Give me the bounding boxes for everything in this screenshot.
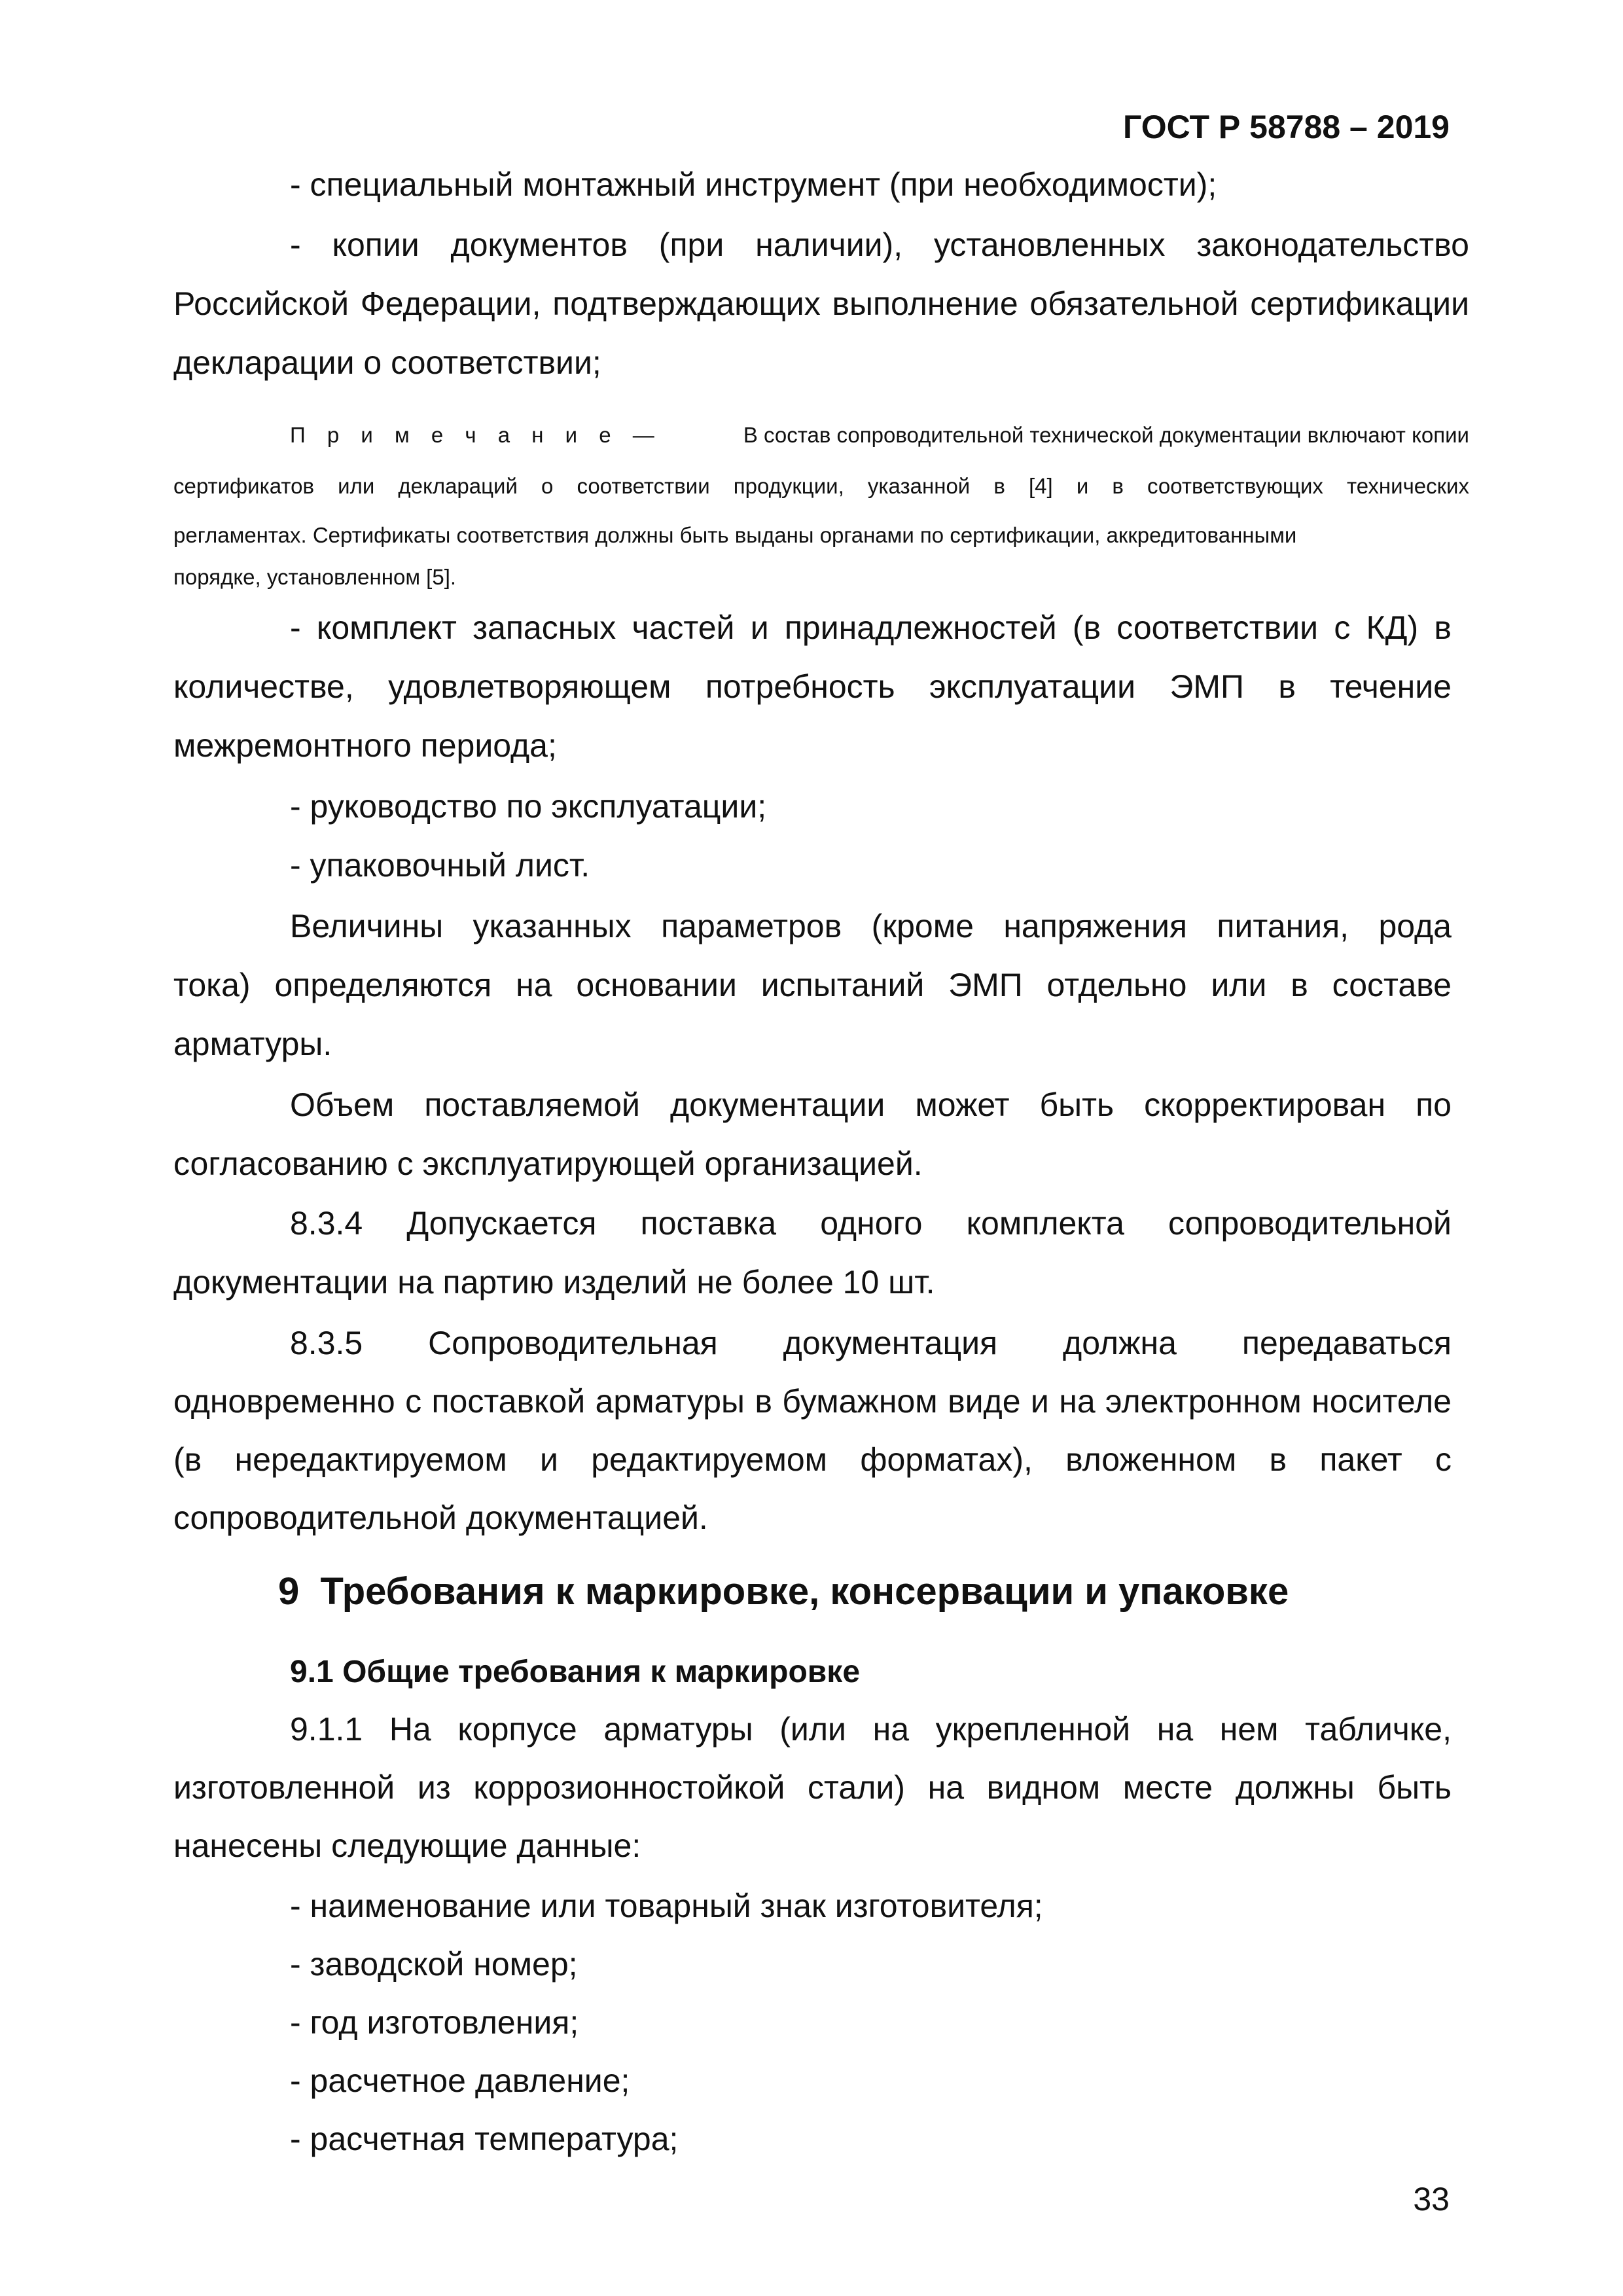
note-text: В состав сопроводительной технической документации включают копии: [743, 423, 1469, 447]
document-code: ГОСТ Р 58788 – 2019: [1123, 109, 1450, 145]
paragraph-line: (в нередактируемом и редактируемом форматах), вложенном в пакет с: [173, 1441, 1452, 1478]
paragraph-line: документации на партию изделий не более 10 шт.: [173, 1264, 935, 1300]
section-heading: [278, 1568, 1289, 1615]
list-item: - руководство по эксплуатации;: [290, 788, 767, 825]
note-first-line: [290, 421, 1469, 450]
list-item: - год изготовления;: [290, 2004, 579, 2041]
list-item: - наименование или товарный знак изготовителя;: [290, 1888, 1043, 1924]
paragraph-line: количестве, удовлетворяющем потребность эксплуатации ЭМП в течение: [173, 668, 1452, 705]
paragraph-line: Величины указанных параметров (кроме напряжения питания, рода: [290, 908, 1452, 944]
clause-8-3-4: 8.3.4 Допускается поставка одного комплекта сопроводительной: [290, 1205, 1452, 1242]
paragraph-line: межремонтного периода;: [173, 727, 557, 764]
list-item: - заводской номер;: [290, 1946, 578, 1982]
paragraph-line: согласованию с эксплуатирующей организацией.: [173, 1145, 923, 1182]
note-line: регламентах. Сертификаты соответствия должны быть выданы органами по сертификации, аккредитованными: [173, 523, 1297, 547]
subsection-title: Общие требования к маркировке: [342, 1655, 861, 1689]
note-label: П р и м е ч а н и е —: [290, 423, 662, 447]
note-line: сертификатов или деклараций о соответствии продукции, указанной в [4] и в соответствующих технических: [173, 474, 1469, 498]
clause-9-1-1: 9.1.1 На корпусе арматуры (или на укрепленной на нем табличке,: [290, 1711, 1452, 1748]
list-item: - расчетная температура;: [290, 2121, 679, 2157]
list-item: - расчетное давление;: [290, 2062, 630, 2099]
paragraph-line: тока) определяются на основании испытаний ЭМП отдельно или в составе: [173, 967, 1452, 1003]
list-item: - комплект запасных частей и принадлежностей (в соответствии с КД) в: [290, 609, 1452, 646]
clause-8-3-5: 8.3.5 Сопроводительная документация должна передаваться: [290, 1325, 1452, 1361]
paragraph-line: изготовленной из коррозионностойкой стали) на видном месте должны быть: [173, 1769, 1452, 1806]
subsection-heading: [290, 1651, 860, 1693]
list-item: - упаковочный лист.: [290, 847, 590, 884]
section-title: Требования к маркировке, консервации и упаковке: [320, 1570, 1289, 1613]
list-item: - специальный монтажный инструмент (при необходимости);: [290, 166, 1217, 203]
subsection-number: 9.1: [290, 1655, 334, 1689]
paragraph-line: одновременно с поставкой арматуры в бумажном виде и на электронном носителе: [173, 1383, 1452, 1420]
paragraph-line: Объем поставляемой документации может быть скорректирован по: [290, 1086, 1452, 1123]
paragraph-line: декларации о соответствии;: [173, 344, 601, 381]
paragraph-line: нанесены следующие данные:: [173, 1827, 641, 1864]
section-number: 9: [278, 1570, 300, 1613]
note-line: порядке, установленном [5].: [173, 565, 457, 589]
paragraph-line: сопроводительной документацией.: [173, 1499, 708, 1536]
paragraph-line: арматуры.: [173, 1026, 332, 1062]
list-item: - копии документов (при наличии), установленных законодательство: [290, 226, 1469, 263]
page-number: 33: [1413, 2181, 1450, 2217]
paragraph-line: Российской Федерации, подтверждающих выполнение обязательной сертификации: [173, 285, 1469, 322]
